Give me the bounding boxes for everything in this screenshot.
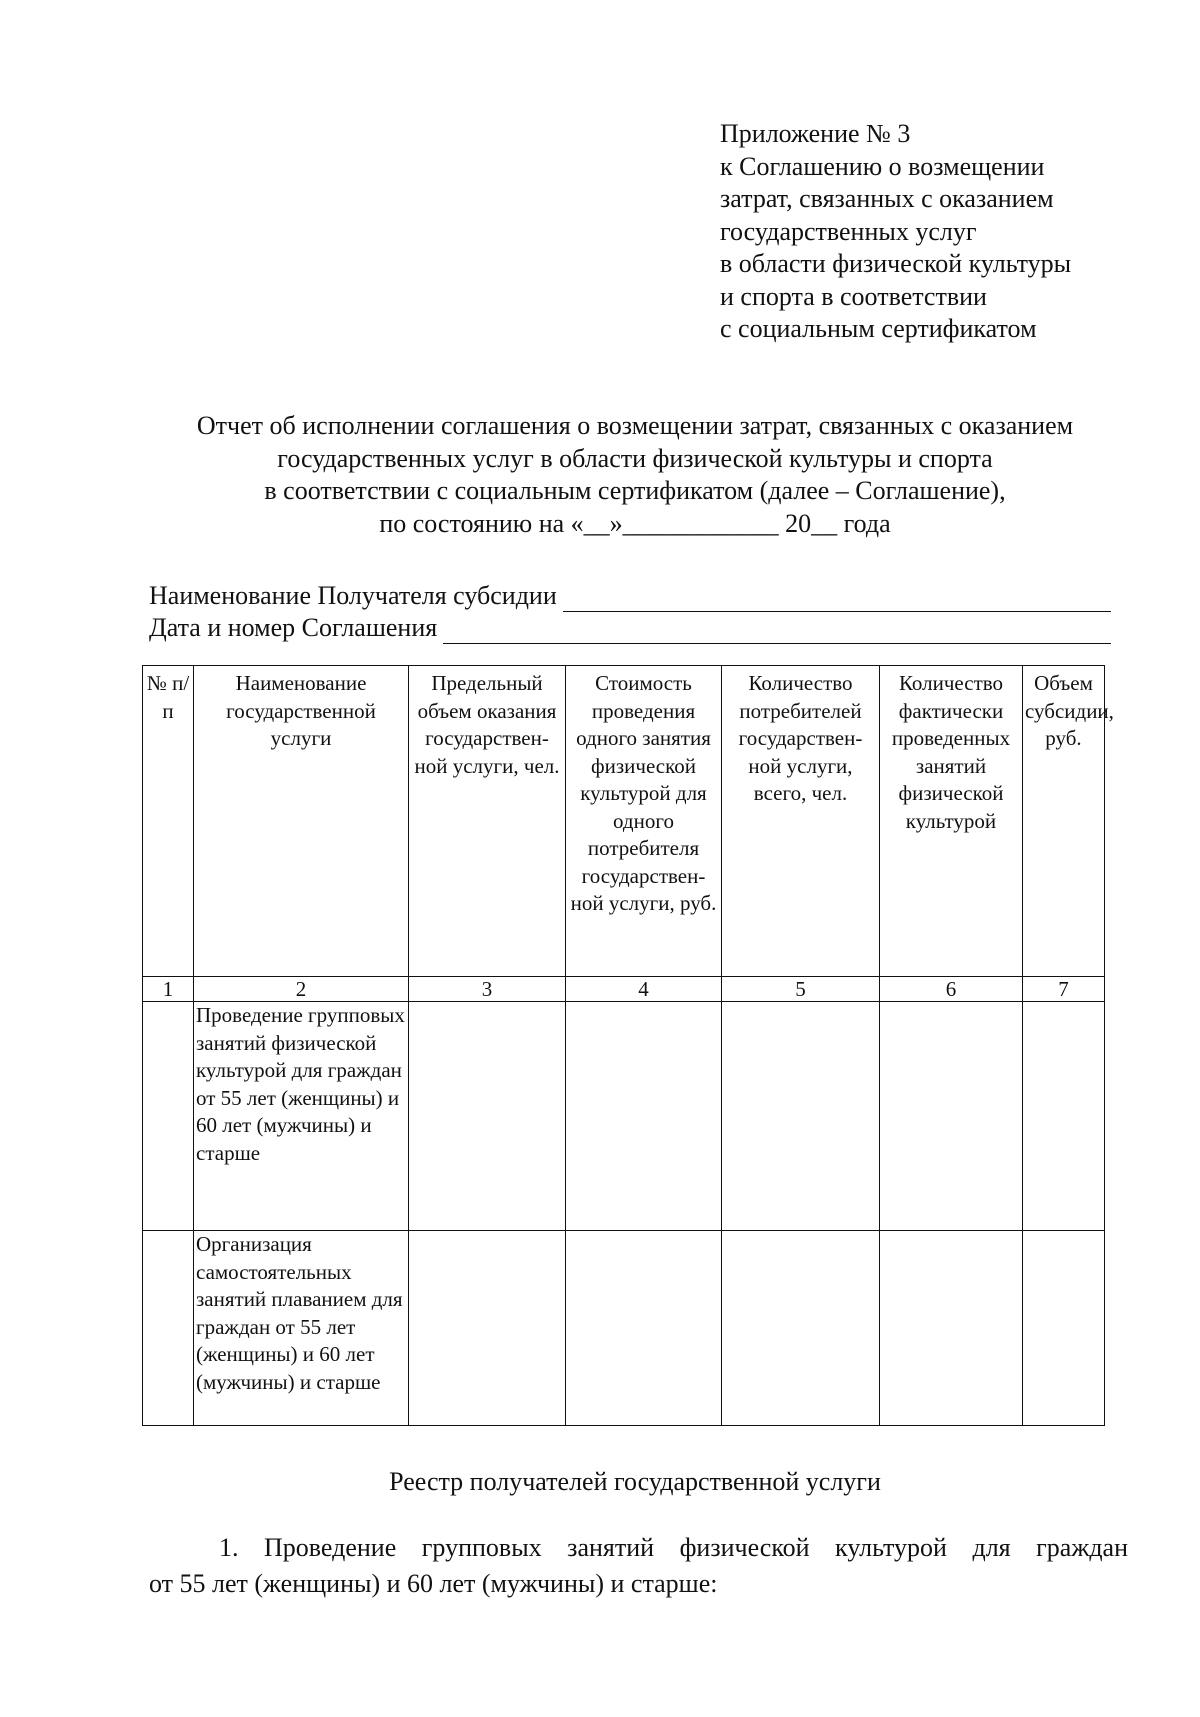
agreement-label: Дата и номер Соглашения: [149, 613, 438, 642]
annex-line: и спорта в соответствии: [720, 281, 987, 311]
sessions-count-cell[interactable]: [880, 1002, 1023, 1231]
sessions-count-cell[interactable]: [880, 1231, 1023, 1426]
column-number: 7: [1023, 977, 1105, 1002]
consumers-count-cell[interactable]: [722, 1231, 880, 1426]
table-header-row: [143, 666, 1105, 977]
registry-item-1: [149, 1530, 1128, 1602]
title-line: Отчет об исполнении соглашения о возмещении затрат, связанных с оказанием: [196, 411, 1074, 440]
row-number-cell[interactable]: [143, 1002, 194, 1231]
subsidy-cell[interactable]: [1023, 1231, 1105, 1426]
consumers-count-cell[interactable]: [722, 1002, 880, 1231]
title-line: по состоянию на «__»____________ 20__ года: [379, 508, 891, 538]
header-cell: Стоимость проведения одного занятия физической культурой для одного потребителя государствен-ной услуги, руб.: [566, 666, 722, 977]
annex-line: государственных услуг: [720, 216, 977, 246]
agreement-blank-line[interactable]: [443, 617, 1111, 644]
header-cell: Объем субсидии, руб.: [1023, 666, 1105, 977]
column-number: 3: [409, 977, 566, 1002]
agreement-field: [149, 612, 1109, 644]
header-cell: № п/п: [143, 666, 194, 977]
annex-line: в области физической культуры: [720, 249, 1072, 278]
registry-item-line: от 55 лет (женщины) и 60 лет (мужчины) и старше:: [149, 1569, 718, 1598]
recipient-field: [149, 580, 1109, 612]
column-number: 6: [880, 977, 1023, 1002]
recipient-blank-line[interactable]: [563, 585, 1111, 612]
header-cell: Количество потребителей государствен-ной услуги, всего, чел.: [722, 666, 880, 977]
table-row: [143, 1002, 1105, 1231]
form-fields: [149, 580, 1109, 644]
max-volume-cell[interactable]: [409, 1231, 566, 1426]
header-cell: Предельный объем оказания государствен-ной услуги, чел.: [409, 666, 566, 977]
column-number: 5: [722, 977, 880, 1002]
subsidy-cell[interactable]: [1023, 1002, 1105, 1231]
report-title: [100, 410, 1170, 540]
table-row: [143, 1231, 1105, 1426]
registry-item-line: 1. Проведение групповых занятий физической культурой для граждан: [219, 1533, 1128, 1562]
column-number: 1: [143, 977, 194, 1002]
annex-line: к Соглашению о возмещении: [720, 151, 1045, 181]
service-name-cell: Проведение групповых занятий физической культурой для граждан от 55 лет (женщины) и 60 лет (мужчины) и старше: [194, 1002, 409, 1231]
title-line: государственных услуг в области физической культуры и спорта: [277, 443, 993, 473]
cost-cell[interactable]: [566, 1002, 722, 1231]
recipient-label: Наименование Получателя субсидии: [149, 581, 557, 610]
header-cell: Наименование государственной услуги: [194, 666, 409, 977]
column-number: 2: [194, 977, 409, 1002]
row-number-cell[interactable]: [143, 1231, 194, 1426]
max-volume-cell[interactable]: [409, 1002, 566, 1231]
annex-line: затрат, связанных с оказанием: [720, 184, 1054, 213]
header-cell: Количество фактически проведенных занятий физической культурой: [880, 666, 1023, 977]
annex-line: с социальным сертификатом: [720, 314, 1037, 343]
annex-block: [720, 118, 1140, 346]
column-number: 4: [566, 977, 722, 1002]
registry-title: Реестр получателей государственной услуги: [389, 1467, 881, 1496]
title-line: в соответствии с социальным сертификатом (далее – Соглашение),: [264, 476, 1006, 505]
cost-cell[interactable]: [566, 1231, 722, 1426]
report-table: [142, 665, 1114, 1426]
annex-line: Приложение № 3: [720, 119, 911, 148]
column-number-row: [143, 977, 1105, 1002]
service-name-cell: Организация самостоятельных занятий плаванием для граждан от 55 лет (женщины) и 60 лет (мужчины) и старше: [194, 1231, 409, 1426]
